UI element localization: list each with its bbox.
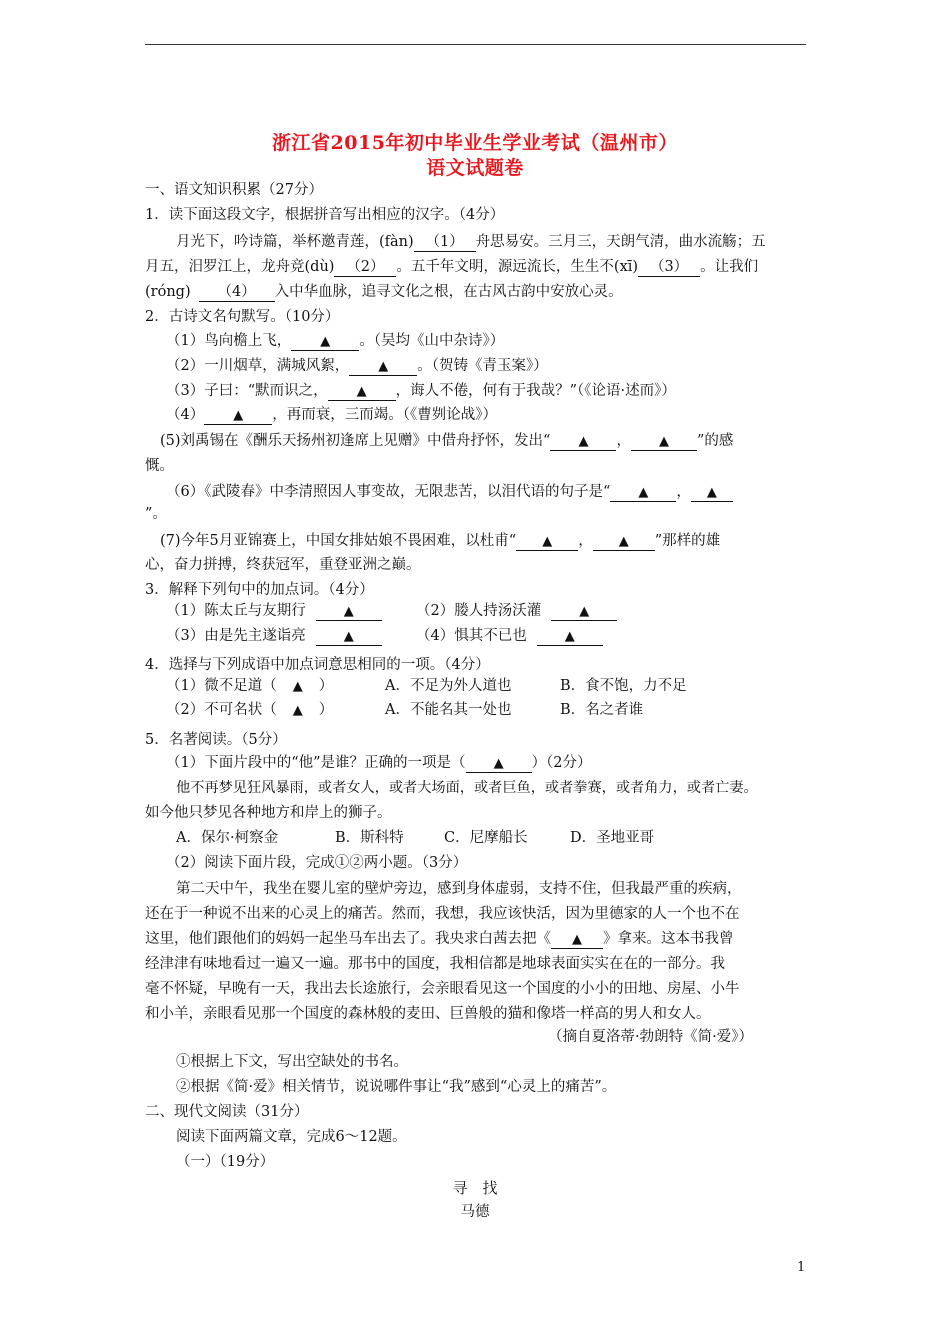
q2-item-5-cont: 慨。 — [145, 458, 174, 474]
q5-option-b: B．斯科特 — [335, 830, 404, 846]
q4-item-2: （2）不可名状（ ▲ ） — [166, 700, 333, 721]
q1-stem: 1．读下面这段文字，根据拼音写出相应的汉字。（4分） — [145, 207, 505, 223]
answer-blank[interactable]: ▲ — [466, 755, 532, 773]
q5-option-d: D．圣地亚哥 — [570, 830, 655, 846]
q3-item-3: （3）由是先主遂诣亮 ▲ — [166, 626, 382, 646]
q1-blank-1[interactable]: （1） — [414, 234, 476, 252]
q2-item-2: （2）一川烟草，满城风絮， ▲ 。（贺铸《青玉案》） — [166, 358, 548, 374]
q5-text-4: 经津津有味地看过一遍又一遍。那书中的国度，我相信都是地球表面实实在在的一部分。我 — [145, 956, 725, 972]
part2-heading: 二、现代文阅读（31分） — [145, 1104, 309, 1120]
q4-option-2a: A．不能名其一处也 — [385, 702, 512, 718]
answer-blank[interactable]: ▲ — [291, 333, 359, 351]
q5-sub1: （1）下面片段中的“他”是谁？正确的一项是（ ▲ ）（2分） — [166, 755, 592, 771]
q5-passage-1: 他不再梦见狂风暴雨，或者女人，或者大场面，或者巨鱼，或者拳赛，或者角力，或者亡妻。 — [176, 780, 758, 796]
q4-option-2b: B．名之者谁 — [560, 702, 644, 718]
q5-text-3: 这里，他们跟他们的妈妈一起坐马车出去了。我央求白茜去把《 ▲ 》拿来。这本书我曾 — [145, 931, 734, 947]
q4-option-1a: A．不足为外人道也 — [385, 678, 512, 694]
q5-passage-2: 如今他只梦见各种地方和岸上的狮子。 — [145, 805, 392, 821]
answer-blank[interactable]: ▲ — [328, 383, 396, 401]
q1-blank-3[interactable]: （3） — [638, 259, 700, 277]
part1-heading: 一、语文知识积累（27分） — [145, 182, 323, 198]
q2-item-3: （3）子曰：“默而识之， ▲ ，诲人不倦，何有于我哉？”（《论语·述而》） — [166, 383, 676, 399]
q5-text-6: 和小羊，亲眼看见那一个国度的森林般的麦田、巨兽般的猫和像塔一样高的男人和女人。 — [145, 1006, 711, 1022]
q5-stem: 5．名著阅读。（5分） — [145, 732, 287, 748]
q4-stem: 4．选择与下列成语中加点词意思相同的一项。（4分） — [145, 657, 490, 673]
q4-option-1b: B．食不饱，力不足 — [560, 678, 687, 694]
q3-item-2: （2）媵人持汤沃灌 ▲ — [416, 601, 617, 621]
page-number: 1 — [797, 1260, 806, 1275]
q5-sub2: （2）阅读下面片段，完成①②两小题。（3分） — [166, 855, 468, 871]
answer-blank[interactable]: ▲ — [316, 603, 382, 621]
q1-line1: 月光下，吟诗篇，举杯邀青莲，(fàn) （1） 舟思易安。三月三，天朗气清，曲水流觞；五 — [176, 234, 766, 250]
part2-intro: 阅读下面两篇文章，完成6～12题。 — [176, 1129, 407, 1145]
part2-subsection: （一）（19分） — [176, 1154, 275, 1170]
q5-option-a: A．保尔·柯察金 — [176, 830, 279, 846]
answer-blank[interactable]: ▲ — [292, 703, 303, 718]
q5-question-2: ②根据《简·爱》相关情节，说说哪件事让“我”感到“心灵上的痛苦”。 — [176, 1079, 617, 1095]
q3-item-4: （4）惧其不已也 ▲ — [416, 626, 603, 646]
answer-blank[interactable]: ▲ — [551, 931, 603, 949]
q5-text-1: 第二天中午，我坐在婴儿室的壁炉旁边，感到身体虚弱，支持不住，但我最严重的疾病， — [176, 881, 742, 897]
exam-title: 浙江省2015年初中毕业生学业考试（温州市） — [272, 132, 678, 154]
answer-blank[interactable]: ▲ — [550, 433, 616, 451]
q2-item-5: (5)刘禹锡在《酬乐天扬州初逢席上见赠》中借舟抒怀，发出“ ▲ ， ▲ ”的感 — [160, 433, 734, 449]
q4-item-1: （1）微不足道（ ▲ ） — [166, 676, 333, 697]
answer-blank[interactable]: ▲ — [551, 603, 617, 621]
answer-blank[interactable]: ▲ — [610, 484, 676, 502]
answer-blank[interactable]: ▲ — [204, 407, 272, 425]
q3-item-1: （1）陈太丘与友期行 ▲ — [166, 601, 382, 621]
q1-blank-4[interactable]: （4） — [199, 284, 275, 302]
q5-question-1: ①根据上下文，写出空缺处的书名。 — [176, 1054, 408, 1070]
q3-stem: 3．解释下列句中的加点词。（4分） — [145, 582, 374, 598]
q1-line2: 月五，汨罗江上，龙舟竞(dù) （2） 。五千年文明，源远流长，生生不(xī) （3） 。让我们 — [145, 259, 759, 275]
answer-blank[interactable]: ▲ — [516, 533, 578, 551]
q1-blank-2[interactable]: （2） — [334, 259, 396, 277]
answer-blank[interactable]: ▲ — [316, 628, 382, 646]
answer-blank[interactable]: ▲ — [691, 484, 733, 502]
q2-item-4: （4） ▲ ，再而衰，三而竭。（《曹刿论战》） — [166, 407, 497, 423]
q2-item-7-cont: 心，奋力拼搏，终获冠军，重登亚洲之巅。 — [145, 557, 421, 573]
q1-line3: (róng) （4） 入中华血脉，追寻文化之根，在古风古韵中安放心灵。 — [145, 284, 623, 300]
q2-item-7: (7)今年5月亚锦赛上，中国女排姑娘不畏困难，以杜甫“ ▲ ， ▲ ”那样的雄 — [160, 533, 721, 549]
article-author: 马德 — [460, 1204, 490, 1220]
q5-source: （摘自夏洛蒂·勃朗特《简·爱》） — [548, 1029, 753, 1045]
q2-item-6: （6）《武陵春》中李清照因人事变故，无限悲苦，以泪代语的句子是“ ▲ ， ▲ — [166, 482, 733, 502]
exam-subtitle: 语文试题卷 — [426, 157, 524, 179]
article-title: 寻 找 — [452, 1179, 498, 1197]
q5-text-5: 毫不怀疑，早晚有一天，我出去长途旅行，会亲眼看见这一个国度的小小的田地、房屋、小牛 — [145, 981, 740, 997]
q2-item-1: （1）鸟向檐上飞， ▲ 。（吴均《山中杂诗》） — [166, 333, 505, 349]
q5-option-c: C．尼摩船长 — [444, 830, 528, 846]
answer-blank[interactable]: ▲ — [292, 679, 303, 694]
answer-blank[interactable]: ▲ — [631, 433, 697, 451]
answer-blank[interactable]: ▲ — [349, 358, 417, 376]
q5-text-2: 还在于一种说不出来的心灵上的痛苦。然而，我想，我应该快活，因为里德家的人一个也不在 — [145, 906, 740, 922]
q2-stem: 2．古诗文名句默写。（10分） — [145, 309, 340, 325]
q2-item-6-end: ”。 — [145, 506, 167, 522]
header-rule — [145, 44, 806, 45]
answer-blank[interactable]: ▲ — [593, 533, 655, 551]
answer-blank[interactable]: ▲ — [537, 628, 603, 646]
